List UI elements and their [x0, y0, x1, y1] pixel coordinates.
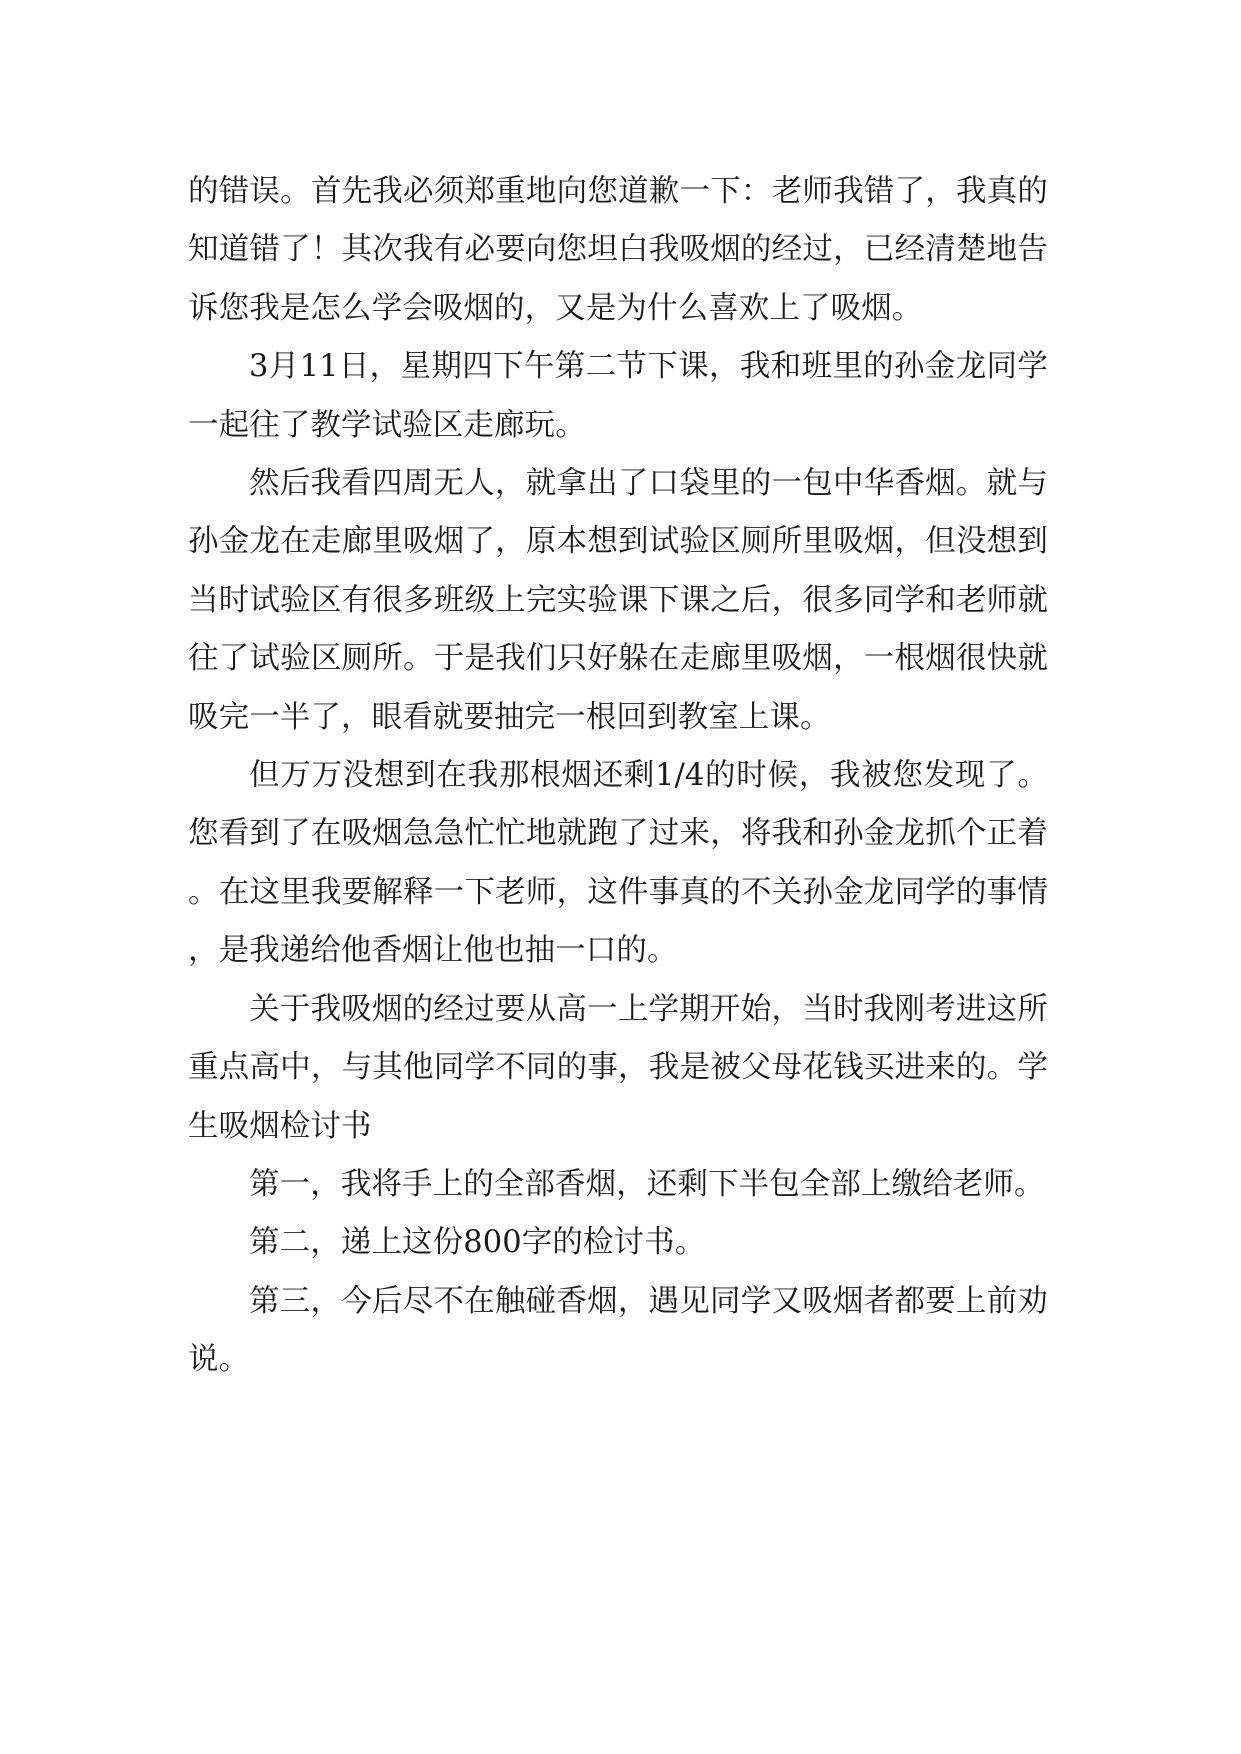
- paragraph-point-two: 第二，递上这份800字的检讨书。: [249, 1225, 706, 1261]
- paragraph-date-event: 3月11日，星期四下午第二节下课，我和班里的孙金龙同学一起往了教学试验区走廊玩。: [188, 349, 1048, 443]
- paragraph-discovered: 但万万没想到在我那根烟还剩1/4的时候，我被您发现了。您看到了在吸烟急急忙忙地就跑了过来，将我和孙金龙抓个正着。在这里我要解释一下老师，这件事真的不关孙金龙同学的事情，是我递给他香烟让他也抽一口的。: [188, 758, 1048, 969]
- paragraph-smoking-corridor: 然后我看四周无人，就拿出了口袋里的一包中华香烟。就与孙金龙在走廊里吸烟了，原本想到试验区厕所里吸烟，但没想到当时试验区有很多班级上完实验课下课之后，很多同学和老师就往了试验区厕所。于是我们只好躲在走廊里吸烟，一根烟很快就吸完一半了，眼看就要抽完一根回到教室上课。: [188, 466, 1048, 735]
- document-body: [188, 163, 1048, 1390]
- paragraph-point-one: 第一，我将手上的全部香烟，还剩下半包全部上缴给老师。: [249, 1166, 1045, 1202]
- paragraph-apology: 的错误。首先我必须郑重地向您道歉一下：老师我错了，我真的知道错了！其次我有必要向您坦白我吸烟的经过，已经清楚地告诉您我是怎么学会吸烟的，又是为什么喜欢上了吸烟。: [188, 174, 1048, 326]
- paragraph-background: 关于我吸烟的经过要从高一上学期开始，当时我刚考进这所重点高中，与其他同学不同的事，我是被父母花钱买进来的。学生吸烟检讨书: [188, 991, 1048, 1144]
- paragraph-point-three: 第三，今后尽不在触碰香烟，遇见同学又吸烟者都要上前劝说。: [188, 1283, 1048, 1378]
